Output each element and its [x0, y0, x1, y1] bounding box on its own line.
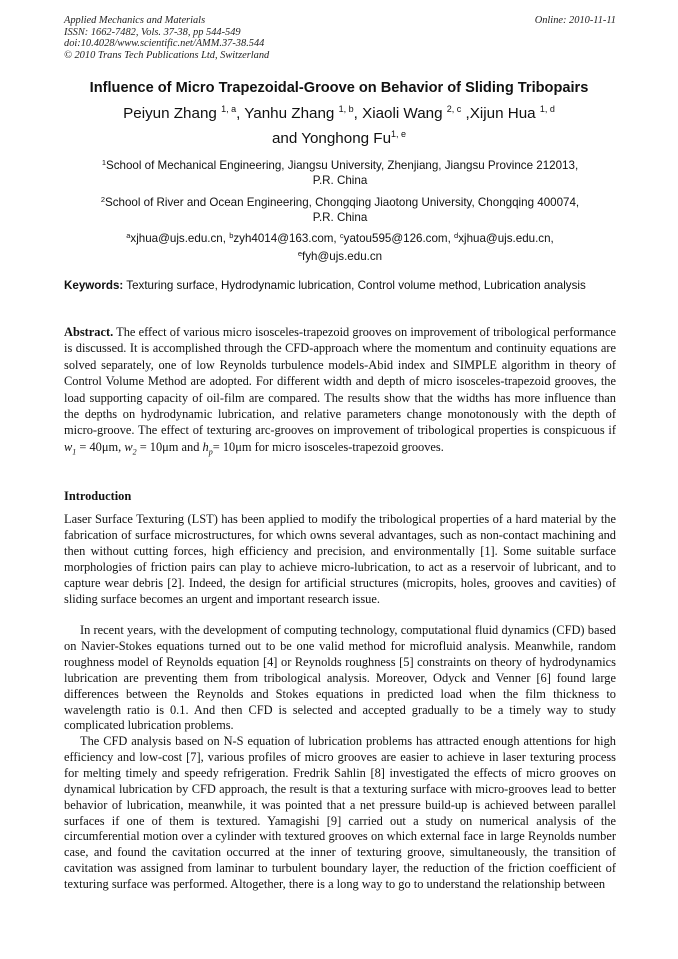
author-name: and Yonghong Fu [271, 130, 392, 147]
email-mark: c [339, 231, 344, 240]
email: zyh4014@163.com, [233, 232, 337, 245]
author-affil-mark: 1, b [338, 104, 354, 114]
author-name: Xijun Hua [469, 105, 536, 122]
intro-paragraph-1: Laser Surface Texturing (LST) has been applied to modify the tribological properties of a hard material by the fabrication of surface microstructures, for which owns several advantages, such as non-contact machining and then without cutting forces, high efficiency and precision, and environmentally [1]. Some suitable surface morphologies of friction pairs can play to achieve micro-lubrication, to act as a reservoir of lubricant, and to capture wear debris [2]. Indeed, the design for artificial structures (micropits, holes, grooves and cavities) of sliding surface becomes an urgent and important research issue. [64, 512, 616, 606]
w1-symbol: w [64, 439, 73, 454]
author-affil-mark: 1, e [391, 129, 407, 139]
affiliation-1 [64, 155, 616, 188]
author-affil-mark: 1, a [221, 104, 237, 114]
email: yatou595@126.com, [343, 232, 451, 245]
affiliation-country: P.R. China [312, 211, 368, 224]
email-mark: d [454, 231, 459, 240]
email-mark: a [126, 231, 131, 240]
email-mark: e [297, 249, 303, 258]
author-emails [64, 228, 616, 264]
hp-symbol: h [202, 439, 209, 454]
w1-subscript: 1 [72, 447, 77, 457]
abstract [64, 324, 616, 461]
author-line-1: Peiyun Zhang $^{1, a}$, Yanhu Zhang $^{1, b}$, Xiaoli Wang $^{2, c}$ ,Xijun Hua $^{1, d}$ [123, 104, 555, 122]
email: fyh@ujs.edu.cn [302, 250, 383, 263]
affiliation-number: 2 [100, 195, 105, 204]
running-header [64, 15, 616, 61]
author-name: Peiyun Zhang [123, 105, 217, 122]
author-line-2 [40, 129, 638, 147]
email: xjhua@ujs.edu.cn, [458, 232, 554, 245]
doi-line: doi:10.4028/www.scientific.net/AMM.37-38.544 [64, 38, 265, 50]
journal-name: Applied Mechanics and Materials [64, 15, 206, 26]
affiliation-2 [64, 192, 616, 225]
affiliation-country: P.R. China [312, 174, 368, 187]
intro-paragraph-3: The CFD analysis based on N-S equation of lubrication problems has attracted enough attentions for high efficiency and low-cost [7], various profiles of micro grooves are easier to achieve in laser texturing process for melting timely and speedy refrigeration. Fredrik Sahlin [8] investigated the effects of micro grooves on dynamical lubrication by CFD approach, the result is that a texturing surface with micro-grooves lead to better behavior of lubrication, meanwhile, it was pointed that a net pressure build-up is achieved between parallel surfaces if one of them is textured. Yamagishi [9] carried out a study on numerical analysis of the circumferential motion over a cylinder with textured grooves on which external face in large Reynolds number case, and found the cavitation occurred at the inner of texturing groove, simultaneously, the transition of cavitation was assigned from laminar to turbulent boundary layer, the reduction of the friction coefficient of texturing surface was performed. Altogether, there is a long way to go to understand the relationship between [64, 734, 616, 892]
email-mark: b [229, 231, 234, 240]
author-affil-mark: 2, c [446, 104, 462, 114]
w2-value: = 10μm and [136, 439, 203, 454]
online-date: Online: 2010-11-11 [534, 15, 616, 26]
w2-subscript: 2 [132, 447, 137, 457]
affiliation-text: School of Mechanical Engineering, Jiangsu University, Zhenjiang, Jiangsu Province 212013, [105, 159, 579, 172]
issn-line: ISSN: 1662-7482, Vols. 37-38, pp 544-549 [64, 26, 241, 38]
abstract-label: Abstract. [64, 325, 114, 339]
introduction-heading: Introduction [64, 489, 132, 503]
w2-symbol: w [124, 439, 133, 454]
affiliation-text: School of River and Ocean Engineering, Chongqing Jiaotong University, Chongqing 400074, [105, 196, 580, 209]
abstract-text: The effect of various micro isosceles-trapezoid grooves on improvement of tribological performance is discussed. It is accomplished through the CFD-approach where the momentum and continuity equations are solved separately, one of low Reynolds turbulence models-Abid index and SIMPLE algorithm in theory of Control Volume Method are adopted. For different width and depth of micro isosceles-trapezoid grooves, the load supporting capacity of oil-film are compared. The results show that the widths has more influence than the depths on hydrodynamic lubrication, and relative parameters change monotonously with the depth of micro-groove. The effect of texturing arc-grooves on improvement of tribological properties is conspicuous if [64, 325, 616, 438]
author-name: Xiaoli Wang [362, 105, 443, 122]
w1-value: = 40μm, [76, 439, 125, 454]
keywords-label: Keywords: [64, 279, 124, 292]
hp-value: = 10μm for micro isosceles-trapezoid grooves. [212, 439, 444, 454]
author-affil-mark: 1, d [539, 104, 555, 114]
paper-title: Influence of Micro Trapezoidal-Groove on Behavior of Sliding Tribopairs [89, 80, 589, 96]
hp-subscript: p [208, 447, 213, 457]
keywords [64, 279, 616, 294]
intro-paragraph-2: In recent years, with the development of computing technology, computational fluid dynamics (CFD) based on Navier-Stokes equations turned out to be one valid method for microfluid analysis. Meanwhile, random roughness model of Reynolds equation [4] or Reynolds roughness [5] constraints on theory of hydrodynamics lubrication are preventing them from tribological analysis. Moreover, Odyck and Venner [6] found large differences between the Reynolds and Stokes equations in predicted load when the film thickness to wavelength ratio is 0.1. And then CFD is selected and accepted gradually to be a timely way to study complicated lubrication problems. [64, 623, 616, 733]
author-name: Yanhu Zhang [244, 105, 335, 122]
email: xjhua@ujs.edu.cn, [130, 232, 226, 245]
affiliation-number: 1 [101, 158, 106, 167]
keywords-text: Texturing surface, Hydrodynamic lubrication, Control volume method, Lubrication analysis [126, 279, 586, 292]
copyright-line: © 2010 Trans Tech Publications Ltd, Switzerland [64, 49, 270, 61]
